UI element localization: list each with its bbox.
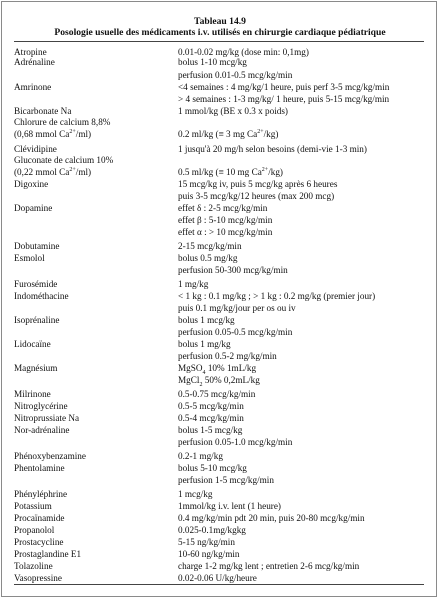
dosage-value: 10-60 ng/kg/min (178, 549, 240, 559)
drug-name: Bicarbonate Na (14, 106, 72, 116)
dosage-value: 5-15 ng/kg/min (178, 537, 235, 547)
dosage-value: effet α : > 10 mcg/kg/min (178, 227, 273, 237)
dosage-value: bolus 0.5 mg/kg (178, 253, 238, 263)
dosage-value: bolus 1-5 mcg/kg (178, 425, 243, 435)
dosage-value: 1 mmol/kg (BE x 0.3 x poids) (178, 106, 288, 116)
drug-name: Procaïnamide (14, 513, 65, 523)
dosage-value: charge 1-2 mg/kg lent ; entretien 2-6 mcg/kg/min (178, 561, 360, 571)
dosage-value: perfusion 0.05-0.5 mcg/kg/min (178, 327, 293, 337)
dosage-value: 0.02-0.06 U/kg/heure (178, 573, 257, 583)
dosage-value: bolus 5-10 mcg/kg (178, 463, 247, 473)
drug-name: Potassium (14, 501, 52, 511)
dosage-value: 1mmol/kg i.v. lent (1 heure) (178, 501, 281, 511)
drug-name: Gluconate de calcium 10% (14, 155, 114, 165)
drug-name: Adrénaline (14, 57, 55, 67)
drug-name: Magnésium (14, 363, 58, 373)
drug-name: Indométhacine (14, 291, 69, 301)
drug-name: Prostaglandine E1 (14, 549, 82, 559)
drug-name: Nitroglycérine (14, 401, 68, 411)
dosage-value: effet β : 5-10 mcg/kg/min (178, 215, 273, 225)
table-number: Tableau 14.9 (194, 16, 246, 27)
dosage-value: 15 mcg/kg iv, puis 5 mcg/kg après 6 heures (178, 179, 338, 189)
top-rule (14, 41, 424, 42)
dosage-value: 0.5-4 mcg/kg/min (178, 413, 244, 423)
dosage-value: bolus 1 mcg/kg (178, 315, 235, 325)
dosage-value: 0.5 ml/kg (≡ 10 mg $Ca^{2+}/kg$) (178, 166, 283, 177)
dosage-value: MgSO$_4$ 10% 1mL/kg (178, 363, 257, 376)
dosage-value: 0.2-1 mg/kg (178, 451, 223, 461)
drug-name: Nitroprussiate Na (14, 413, 80, 423)
drug-name: Phentolamine (14, 463, 65, 473)
bottom-rule (14, 584, 424, 585)
dosage-value: 0.5-0.75 mcg/kg/min (178, 389, 256, 399)
drug-name: Chlorure de calcium 8,8% (14, 117, 111, 127)
dosage-value: 2-15 mcg/kg/min (178, 241, 242, 251)
dosage-value: puis 3-5 mcg/kg/12 heures (max 200 mcg) (178, 191, 335, 201)
dosage-value: 1 mg/kg (178, 279, 209, 289)
drug-name: Lidocaïne (14, 339, 51, 349)
drug-name: Propanolol (14, 525, 55, 535)
table-title: Posologie usuelle des médicaments i.v. utilisés en chirurgie cardiaque pédiatrique (54, 27, 386, 38)
drug-name: Nor-adrénaline (14, 425, 70, 435)
drug-name: Digoxine (14, 179, 49, 189)
drug-name: Phénoxybenzamine (14, 451, 86, 461)
dosage-value: 0.2 ml/kg (≡ 3 mg $Ca^{2+}/kg$) (178, 128, 279, 139)
dosage-value: bolus 1 mg/kg (178, 339, 231, 349)
dosage-value: MgCl$_2$ 50% 0,2mL/kg (178, 375, 260, 388)
drug-name: Tolazoline (14, 561, 53, 571)
dosage-value: > 4 semaines : 1-3 mg/kg/ 1 heure, puis 5-15 mcg/kg/min (178, 94, 390, 104)
dosage-value: 0.01-0.02 mg/kg (dose min: 0,1mg) (178, 47, 309, 57)
drug-name: Vasopressine (14, 573, 62, 583)
dosage-value: perfusion 0.01-0.5 mcg/kg/min (178, 70, 293, 80)
dosage-value: 0.025-0.1mg/kgkg (178, 525, 246, 535)
dosage-value: 0.5-5 mcg/kg/min (178, 401, 244, 411)
dosage-value: 1 jusqu'à 20 mg/h selon besoins (demi-vie 1-3 min) (178, 144, 367, 154)
drug-name: Phényléphrine (14, 489, 68, 499)
drug-name: Milrinone (14, 389, 51, 399)
dosage-value: effet δ : 2-5 mcg/kg/min (178, 203, 268, 213)
dosage-value: < 1 kg : 0.1 mg/kg ; > 1 kg : 0.2 mg/kg (premier jour) (178, 291, 376, 301)
drug-name: (0,68 mmol $Ca^{2+}/ml$) (14, 128, 92, 139)
dosage-value: 0.4 mg/kg/min pdt 20 min, puis 20-80 mcg/kg/min (178, 513, 365, 523)
drug-name: Isoprénaline (14, 315, 60, 325)
drug-name: Atropine (14, 47, 47, 57)
dosage-value: <4 semaines : 4 mg/kg/1 heure, puis perf 3-5 mcg/kg/min (178, 82, 390, 92)
drug-name: Furosémide (14, 279, 58, 289)
drug-name: Prostacycline (14, 537, 64, 547)
dosage-value: perfusion 50-300 mcg/kg/min (178, 265, 288, 275)
drug-name: Clévidipine (14, 144, 57, 154)
drug-name: Dobutamine (14, 241, 60, 251)
dosage-value: perfusion 1-5 mcg/kg/min (178, 475, 274, 485)
dosage-value: 1 mcg/kg (178, 489, 213, 499)
drug-name: Dopamine (14, 203, 53, 213)
drug-name: Esmolol (14, 253, 45, 263)
drug-name: (0,22 mmol $Ca^{2+}/ml$) (14, 166, 92, 177)
dosage-value: puis 0.1 mg/kg/jour per os ou iv (178, 303, 296, 313)
dosage-value: perfusion 0.5-2 mg/kg/min (178, 351, 277, 361)
dosage-value: perfusion 0.05-1.0 mcg/kg/min (178, 437, 293, 447)
drug-name: Amrinone (14, 82, 52, 92)
dosage-value: bolus 1-10 mcg/kg (178, 57, 247, 67)
